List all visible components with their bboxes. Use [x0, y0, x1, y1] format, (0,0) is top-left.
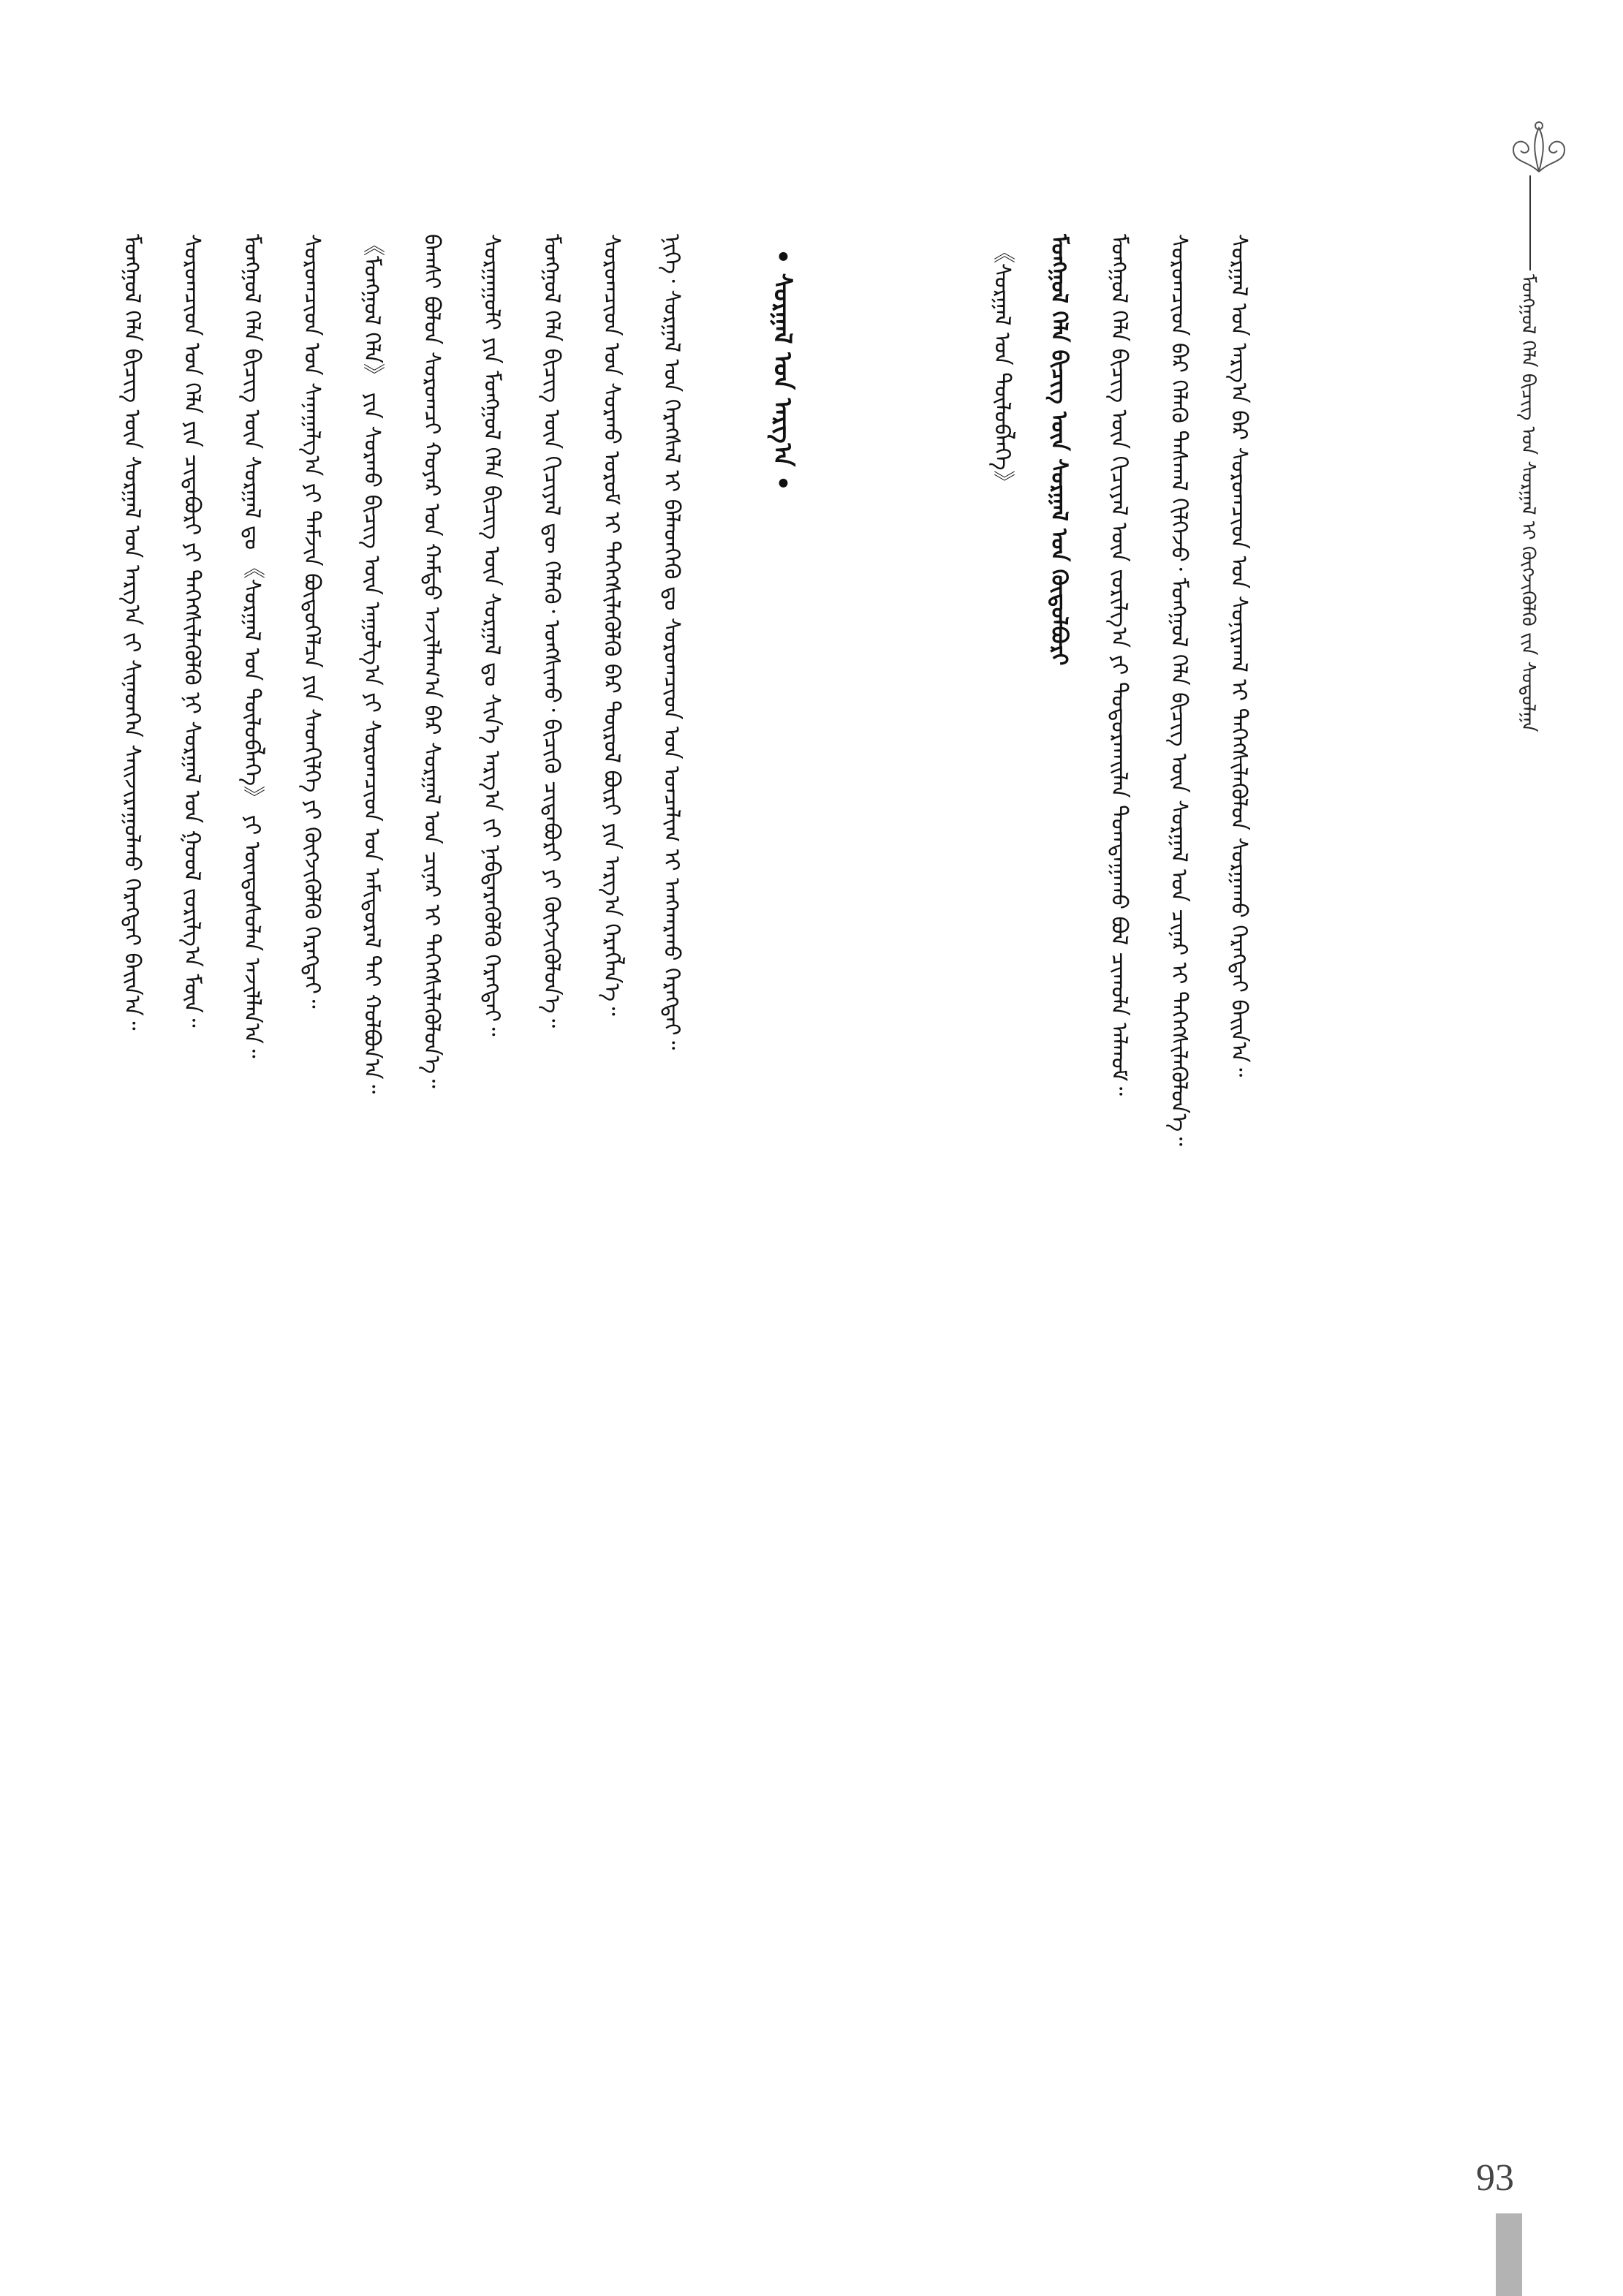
text-column: ᠮᠣᠩᠭᠣᠯ ᠬᠡᠯᠡ ᠪᠢᠴᠢᠭ ᠦᠨ ᠬᠢᠴᠢᠶᠡᠯ ᠳᠦ ᠬᠡᠯᠡᠬᠦ᠂ ᠣᠩᠰᠢᠬᠤ᠂ ᠪᠢᠴᠢᠬᠦ ᠴᠢᠳᠠᠪᠤᠷᠢ ᠶᠢ ᠬᠥᠭᠵᠢᠭᠦᠯᠦᠨ᠎ᠡ᠃: [539, 234, 564, 1028]
text-column: ᠮᠣᠩᠭᠣᠯ ᠬᠡᠯᠡ ᠪᠢᠴᠢᠭ ᠦᠨ ᠰᠤᠷᠭᠠᠯ ᠳᠤ 《ᠰᠤᠷᠭᠠᠯ ᠤᠨ ᠲᠥᠯᠥᠪᠯᠡᠭᠡ》 ᠶᠢ ᠦᠨᠳᠦᠰᠦᠯᠡᠨ ᠠᠵᠢᠯᠯᠠᠨ᠎ᠠ᠃: [239, 234, 265, 1058]
main-text: [110, 234, 1250, 2105]
text-column: ᠮᠣᠩᠭᠣᠯ ᠬᠡᠯᠡ ᠪᠢᠴᠢᠭ ᠦᠨ ᠰᠤᠷᠭᠠᠯ ᠤᠨ ᠠᠷᠭ᠎ᠠ ᠵᠢ ᠰᠢᠨᠡᠳᠬᠡᠨ ᠰᠠᠢᠵᠢᠷᠠᠭᠤᠯᠬᠤ ᠬᠡᠷᠡᠭᠲᠡᠢ ᠪᠠᠢᠨ᠎ᠠ᠃: [119, 234, 145, 1031]
running-head-rule: [1529, 175, 1531, 270]
section-heading: • ᠰᠤᠷᠭᠠᠯ ᠤᠨ ᠠᠷᠭ᠎ᠠ •: [768, 249, 797, 491]
text-column: ᠰᠤᠷᠭᠠᠯ ᠤᠨ ᠠᠷᠭ᠎ᠠ ᠪᠠᠷ ᠰᠤᠷᠤᠭᠴᠢᠳ ᠤᠨ ᠰᠣᠨᠢᠷᠬᠠᠯ ᠢ ᠳᠡᠭᠡᠭᠰᠢᠯᠡᠭᠦᠯᠦᠨ ᠰᠤᠷᠭᠠᠬᠤ ᠬᠡᠷᠡᠭᠲᠡᠢ ᠪᠠᠢᠨ᠎ᠠ᠃: [1226, 234, 1252, 1077]
text-column: 《ᠮᠣᠩᠭᠣᠯ ᠬᠡᠯᠡ》 ᠶᠢᠨ ᠰᠤᠷᠬᠤ ᠪᠢᠴᠢᠭ ᠦᠨ ᠠᠭᠤᠯᠭ᠎ᠠ ᠶᠢ ᠰᠤᠷᠤᠭᠴᠢᠳ ᠤᠨ ᠠᠮᠢᠳᠤᠷᠠᠯ ᠲᠠᠢ ᠬᠣᠯᠪᠣᠨ᠎ᠠ᠃: [359, 234, 385, 1094]
text-column: ᠪᠠᠭᠰᠢ ᠪᠣᠯᠣᠨ ᠰᠤᠷᠤᠭᠴᠢ ᠬᠣᠶᠠᠷ ᠤᠨ ᠬᠠᠮᠲᠤ ᠠᠵᠢᠯᠯᠠᠭ᠎ᠠ ᠪᠡᠷ ᠰᠤᠷᠭᠠᠯ ᠤᠨ ᠴᠢᠨᠠᠷ ᠢ ᠳᠡᠭᠡᠭᠰᠢᠯᠡᠭᠦᠯᠦᠨ᠎ᠡ᠃: [419, 234, 444, 1088]
running-head: ᠮᠣᠩᠭᠣᠯ ᠬᠡᠯᠡ ᠪᠢᠴᠢᠭ ᠤᠨ ᠰᠤᠷᠭᠠᠯ ᠢ ᠬᠥᠭᠵᠢᠭᠦᠯᠬᠦ ᠵᠢᠨ ᠰᠤᠳᠤᠯᠭᠠ: [1517, 274, 1539, 732]
text-column: ᠰᠤᠷᠤᠭᠴᠢᠳ ᠪᠡᠷ ᠬᠡᠯᠡᠬᠦ ᠳᠠᠰᠬᠠᠯ ᠬᠢᠯᠭᠡᠵᠦ᠂ ᠮᠣᠩᠭᠣᠯ ᠬᠡᠯᠡ ᠪᠢᠴᠢᠭ ᠦᠨ ᠰᠤᠷᠭᠠᠯ ᠤᠨ ᠴᠢᠨᠠᠷ ᠢ ᠳᠡᠭᠡᠭᠰᠢᠯᠡᠭᠦᠯᠦᠨ᠎ᠡ᠃: [1166, 234, 1192, 1146]
text-column: ᠰᠤᠷᠭᠠᠭᠤᠯᠢ ᠶᠢᠨ ᠮᠣᠩᠭᠣᠯ ᠬᠡᠯᠡ ᠪᠢᠴᠢᠭ ᠦᠨ ᠰᠤᠷᠭᠠᠯ ᠳᠤ ᠰᠢᠨ᠎ᠡ ᠠᠷᠭ᠎ᠠ ᠵᠢ ᠨᠡᠪᠲᠡᠷᠡᠭᠦᠯᠬᠦ ᠬᠡᠷᠡᠭᠲᠡᠢ᠃: [479, 234, 504, 1037]
page-number: 93: [1476, 2157, 1514, 2199]
text-column-bold: ᠮᠣᠩᠭᠣᠯ ᠬᠡᠯᠡ ᠪᠢᠴᠢᠭ ᠦᠨ ᠰᠤᠷᠭᠠᠯ ᠤᠨ ᠬᠥᠲᠥᠯᠪᠦᠷᠢ: [1046, 234, 1072, 666]
text-column: 《ᠰᠤᠷᠭᠠᠯ ᠤᠨ ᠲᠥᠯᠥᠪᠯᠡᠭᠡ》: [989, 241, 1015, 493]
text-column: ᠰᠤᠷᠤᠭᠴᠢᠳ ᠤᠨ ᠰᠠᠨᠠᠭᠠᠯᠭ᠎ᠠ ᠶᠢ ᠳᠡᠮᠵᠢᠨ ᠪᠦᠲᠦᠭᠡᠯᠴᠡ ᠶᠢᠨ ᠰᠡᠳᠬᠢᠯᠭᠡ ᠶᠢ ᠬᠥᠭᠵᠢᠭᠦᠯᠬᠦ ᠬᠡᠷᠡᠭᠲᠡᠢ᠃: [299, 234, 325, 1009]
text-column: ᠰᠤᠷᠤᠭᠴᠢᠳ ᠤᠨ ᠬᠡᠯᠡ ᠶᠢᠨ ᠴᠢᠳᠠᠪᠤᠷᠢ ᠶᠢ ᠳᠡᠭᠡᠭᠰᠢᠯᠡᠭᠦᠯᠬᠦ ᠨᠢ ᠰᠤᠷᠭᠠᠯ ᠤᠨ ᠭᠣᠤᠯ ᠵᠣᠷᠢᠯᠭ᠎ᠠ ᠮᠥᠨ᠃: [179, 234, 205, 1028]
text-column: ᠨᠢᠭᠡ᠂ ᠰᠤᠷᠭᠠᠯ ᠤᠨ ᠬᠡᠷᠡᠭᠰᠡᠯ ᠢ ᠪᠡᠯᠡᠳᠬᠡᠬᠦ ᠳᠤ ᠰᠤᠷᠤᠭᠴᠢᠳ ᠤᠨ ᠣᠨᠴᠠᠯᠢᠭ ᠢ ᠠᠩᠬᠠᠷᠬᠤ ᠬᠡᠷᠡᠭᠲᠡᠢ᠃: [659, 234, 684, 1050]
page-edge-bar: [1496, 2213, 1522, 2296]
text-column: ᠰᠤᠷᠤᠭᠴᠢᠳ ᠤᠨ ᠰᠤᠷᠬᠤ ᠤᠷᠤᠮ ᠢ ᠳᠡᠭᠡᠭᠰᠢᠯᠡᠭᠦᠯᠬᠦ ᠪᠡᠷ ᠲᠥᠷᠥᠯ ᠪᠦᠷᠢ ᠶᠢᠨ ᠠᠷᠭ᠎ᠠ ᠬᠡᠷᠡᠭᠯᠡᠨ᠎ᠡ᠃: [599, 234, 624, 1016]
text-column: ᠮᠣᠩᠭᠣᠯ ᠬᠡᠯᠡ ᠪᠢᠴᠢᠭ ᠦᠨ ᠬᠢᠴᠢᠶᠡᠯ ᠦᠨ ᠵᠣᠷᠢᠯᠭ᠎ᠠ ᠶᠢ ᠲᠣᠳᠤᠷᠬᠠᠢᠯᠠᠨ ᠲᠣᠭᠲᠠᠭᠠᠬᠤ ᠪᠣᠯ ᠴᠢᠬᠤᠯᠠ ᠠᠯᠬᠤᠮ᠃: [1106, 234, 1132, 1096]
ornament-icon: [1499, 117, 1579, 175]
